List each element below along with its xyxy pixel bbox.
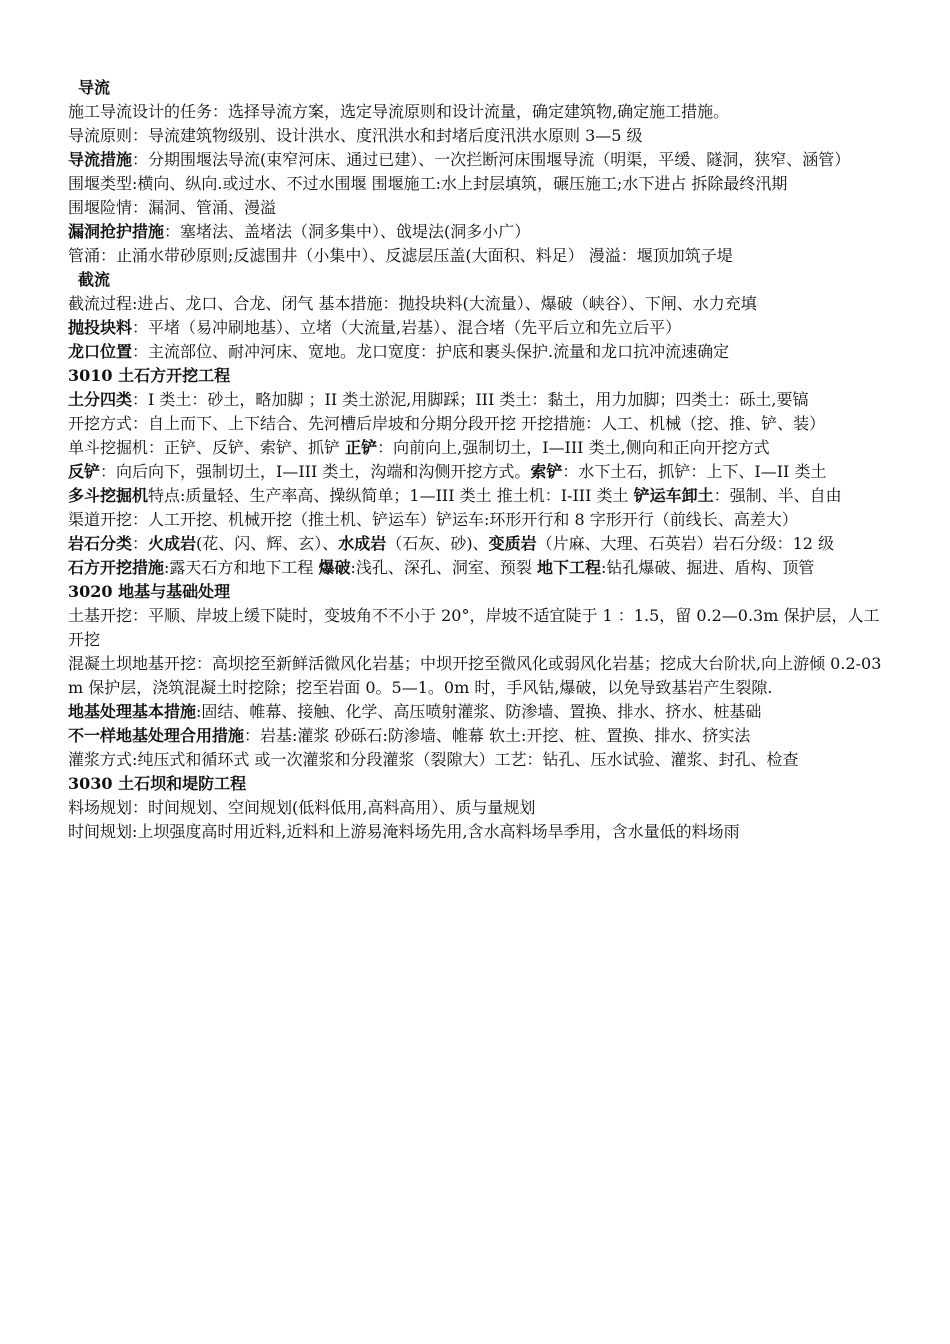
- bold-term: 3020 地基与基础处理: [68, 582, 231, 601]
- bold-term: 地下工程: [537, 558, 602, 577]
- text-run: 特点:质量轻、生产率高、操纵简单；1—III 类土 推土机：I-III 类土: [148, 486, 634, 505]
- text-run: 混凝土坝地基开挖：高坝挖至新鲜活微风化岩基；中坝开挖至微风化或弱风化岩基；挖成大台阶状,向上游倾 0.2-03m 保护层，浇筑混凝土时挖除；挖至岩面 0。5—1。0m 时，手风钻,爆破，以免导致基岩产生裂隙.: [68, 654, 882, 697]
- paragraph: [68, 292, 894, 316]
- bold-term: 铲运车卸土: [633, 486, 714, 505]
- bold-term: 变质岩: [488, 534, 537, 553]
- section-heading: [68, 364, 894, 388]
- text-run: ：水下土石，抓铲：上下、I—II 类土: [562, 462, 827, 481]
- text-run: ：向后向下，强制切土，I—III 类土，沟端和沟侧开挖方式。: [100, 462, 531, 481]
- text-run: 围堰类型:横向、纵向.或过水、不过水围堰 围堰施工:水上封层填筑，碾压施工;水下进占 拆除最终汛期: [68, 174, 788, 193]
- text-run: :钻孔爆破、掘进、盾构、顶管: [601, 558, 815, 577]
- paragraph: [68, 652, 894, 700]
- paragraph: [68, 148, 894, 172]
- paragraph: [68, 460, 894, 484]
- bold-term: 漏洞抢护措施: [68, 222, 165, 241]
- text-run: 料场规划：时间规划、空间规划(低料低用,高料高用）、质与量规划: [68, 798, 536, 817]
- bold-term: 不一样地基处理合用措施: [68, 726, 245, 745]
- bold-term: 截流: [78, 270, 111, 289]
- paragraph: [68, 508, 894, 532]
- text-run: ：I 类土：砂土，略加脚 ；II 类土淤泥,用脚踩；III 类土：黏土，用力加脚；四类土：砾土,要镐: [132, 390, 809, 409]
- paragraph: [68, 436, 894, 460]
- text-run: :固结、帷幕、接触、化学、高压喷射灌浆、防渗墙、置换、排水、挤水、桩基础: [196, 702, 762, 721]
- paragraph: [68, 124, 894, 148]
- paragraph: [68, 796, 894, 820]
- paragraph: [68, 484, 894, 508]
- section-heading: [68, 268, 894, 292]
- text-run: ：主流部位、耐冲河床、宽地。龙口宽度：护底和裹头保护.流量和龙口抗冲流速确定: [132, 342, 730, 361]
- bold-term: 3010 土石方开挖工程: [68, 366, 231, 385]
- text-run: 施工导流设计的任务：选择导流方案，选定导流原则和设计流量，确定建筑物,确定施工措施。: [68, 102, 730, 121]
- paragraph: [68, 100, 894, 124]
- text-run: 围堰险情：漏洞、管涌、漫溢: [68, 198, 277, 217]
- text-run: 导流原则：导流建筑物级别、设计洪水、度汛洪水和封堵后度汛洪水原则 3—5 级: [68, 126, 643, 145]
- text-run: 渠道开挖：人工开挖、机械开挖（推土机、铲运车）铲运车:环形开行和 8 字形开行（前线长、高差大）: [68, 510, 798, 529]
- section-heading: [68, 580, 894, 604]
- text-run: 开挖方式：自上而下、上下结合、先河槽后岸坡和分期分段开挖 开挖措施：人工、机械（挖、推、铲、装）: [68, 414, 826, 433]
- bold-term: 抛投块料: [68, 318, 133, 337]
- paragraph: [68, 244, 894, 268]
- bold-term: 反铲: [68, 462, 101, 481]
- paragraph: [68, 172, 894, 196]
- text-run: ：塞堵法、盖堵法（洞多集中）、戗堤法(洞多小广）: [164, 222, 531, 241]
- paragraph: [68, 604, 894, 652]
- text-run: 灌浆方式:纯压式和循环式 或一次灌浆和分段灌浆（裂隙大）工艺：钻孔、压水试验、灌浆、封孔、检查: [68, 750, 799, 769]
- section-heading: [68, 772, 894, 796]
- paragraph: [68, 748, 894, 772]
- paragraph: [68, 412, 894, 436]
- paragraph: [68, 532, 894, 556]
- text-run: ：向前向上,强制切土，I—III 类土,侧向和正向开挖方式: [377, 438, 770, 457]
- text-run: ：分期围堰法导流(束窄河床、通过已建）、一次拦断河床围堰导流（明渠，平缓、隧洞，狭窄、涵管）: [132, 150, 851, 169]
- paragraph: [68, 340, 894, 364]
- text-run: ：强制、半、自由: [713, 486, 842, 505]
- text-run: 土基开挖：平顺、岸坡上缓下陡时，变坡角不不小于 20°，岸坡不适宜陡于 1 ：1.5，留 0.2—0.3m 保护层，人工开挖: [68, 606, 880, 649]
- text-run: （片麻、大理、石英岩）岩石分级：12 级: [536, 534, 835, 553]
- bold-term: 地基处理基本措施: [68, 702, 197, 721]
- bold-term: 石方开挖措施: [68, 558, 165, 577]
- text-run: 管涌：止涌水带砂原则;反滤围井（小集中）、反滤层压盖(大面积、料足） 漫溢：堰顶加筑子堤: [68, 246, 733, 265]
- bold-term: 正铲: [345, 438, 378, 457]
- text-run: 截流过程:进占、龙口、合龙、闭气 基本措施：抛投块料(大流量）、爆破（峡谷）、下闸、水力充填: [68, 294, 757, 313]
- paragraph: [68, 700, 894, 724]
- paragraph: [68, 820, 894, 844]
- paragraph: [68, 196, 894, 220]
- text-run: :露天石方和地下工程: [164, 558, 319, 577]
- paragraph: [68, 724, 894, 748]
- bold-term: 3030 土石坝和堤防工程: [68, 774, 247, 793]
- text-run: ：岩基:灌浆 砂砾石:防渗墙、帷幕 软土:开挖、桩、置换、排水、挤实法: [244, 726, 751, 745]
- text-run: 单斗挖掘机：正铲、反铲、索铲、抓铲: [68, 438, 346, 457]
- text-run: :浅孔、深孔、洞室、预裂: [350, 558, 537, 577]
- bold-term: 土分四类: [68, 390, 133, 409]
- paragraph: [68, 220, 894, 244]
- bold-term: 火成岩: [148, 534, 197, 553]
- bold-term: 多斗挖掘机: [68, 486, 149, 505]
- bold-term: 爆破: [318, 558, 351, 577]
- bold-term: 索铲: [530, 462, 563, 481]
- paragraph: [68, 316, 894, 340]
- bold-term: 龙口位置: [68, 342, 133, 361]
- text-run: （石灰、砂)、: [386, 534, 489, 553]
- bold-term: 岩石分类: [68, 534, 133, 553]
- paragraph: [68, 388, 894, 412]
- bold-term: 水成岩: [338, 534, 387, 553]
- section-heading: [68, 76, 894, 100]
- text-run: (花、闪、辉、玄）、: [196, 534, 339, 553]
- bold-term: 导流: [78, 78, 111, 97]
- text-run: ：: [132, 534, 149, 553]
- document-body: [68, 76, 894, 844]
- bold-term: 导流措施: [68, 150, 133, 169]
- text-run: ：平堵（易冲刷地基）、立堵（大流量,岩基）、混合堵（先平后立和先立后平）: [132, 318, 682, 337]
- paragraph: [68, 556, 894, 580]
- text-run: 时间规划:上坝强度高时用近料,近料和上游易淹料场先用,含水高料场旱季用，含水量低的料场雨: [68, 822, 740, 841]
